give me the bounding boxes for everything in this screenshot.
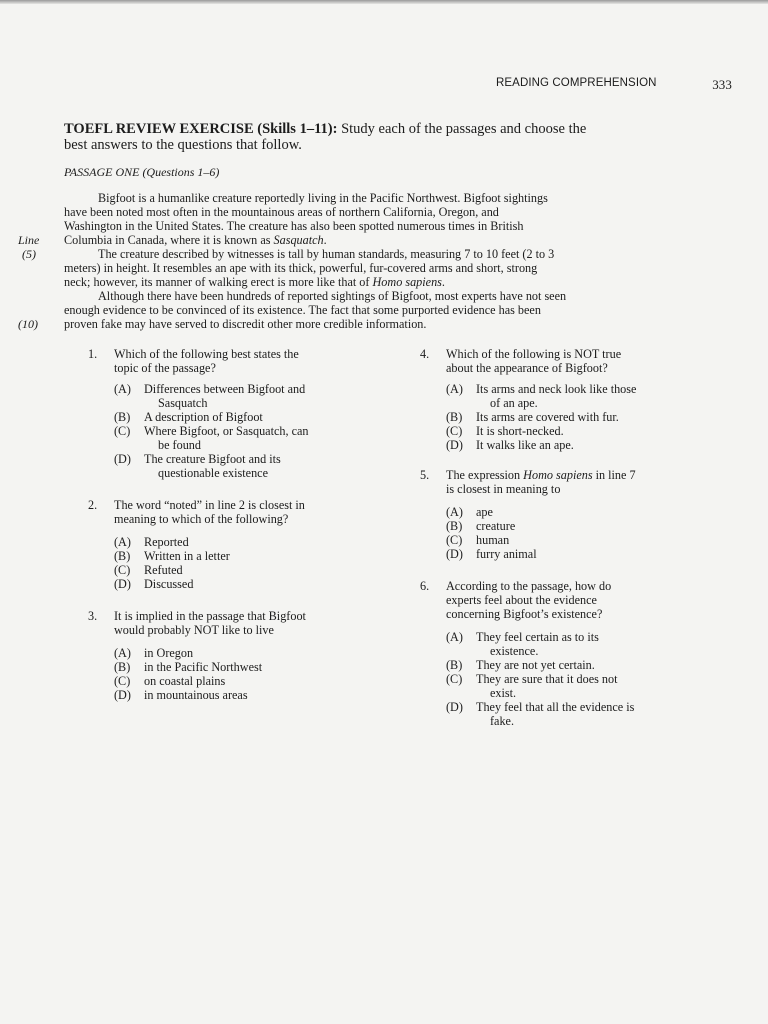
option-letter: (C) (114, 563, 131, 577)
option-letter: (D) (446, 547, 463, 561)
passage-paragraph-2 (64, 247, 700, 261)
option-letter: (A) (114, 535, 131, 549)
answer-options (114, 535, 378, 591)
option-text: They feel certain as to its (476, 630, 599, 644)
option-letter: (A) (446, 630, 463, 644)
option-letter: (D) (114, 577, 131, 591)
stem-line: According to the passage, how do (446, 579, 612, 593)
option-text: It walks like an ape. (476, 438, 574, 452)
passage-line: proven fake may have served to discredit other more credible information. (64, 317, 427, 331)
stem-italic: Homo sapiens (523, 468, 593, 482)
option-text: Refuted (144, 563, 183, 577)
page-number: 333 (712, 77, 732, 92)
exercise-instruction-1: Study each of the passages and choose the (341, 121, 587, 137)
option-letter: (B) (446, 410, 463, 424)
option-letter: (A) (446, 505, 463, 519)
answer-option[interactable] (446, 658, 710, 672)
passage-line: The creature described by witnesses is tall by human standards, measuring 7 to 10 feet (2 to 3 (98, 247, 555, 261)
line-marker-5: (5) (22, 247, 36, 261)
passage-line (64, 275, 700, 289)
exercise-instruction-2: best answers to the questions that follow. (64, 137, 302, 153)
line-label: Line (18, 233, 40, 247)
option-text-continued: Sasquatch (158, 396, 208, 410)
option-letter: (C) (446, 672, 463, 686)
option-text: creature (476, 519, 516, 533)
option-letter: (B) (114, 549, 131, 563)
answer-option[interactable] (114, 646, 378, 660)
question-stem (114, 498, 378, 526)
question-number: 3. (88, 609, 98, 623)
stem-line: would probably NOT like to live (114, 623, 274, 637)
option-text: A description of Bigfoot (144, 410, 263, 424)
stem-line: concerning Bigfoot’s existence? (446, 607, 603, 621)
option-letter: (A) (446, 382, 463, 396)
option-text: It is short-necked. (476, 424, 564, 438)
stem-line: experts feel about the evidence (446, 593, 597, 607)
answer-option[interactable] (114, 563, 378, 577)
option-text: on coastal plains (144, 674, 226, 688)
passage-italic: Homo sapiens (372, 275, 442, 289)
option-text: They are not yet certain. (476, 658, 595, 672)
stem-line: about the appearance of Bigfoot? (446, 361, 608, 375)
question-stem (446, 579, 710, 621)
answer-options (446, 382, 710, 452)
option-letter: (D) (114, 688, 131, 702)
answer-option[interactable] (114, 549, 378, 563)
answer-options (114, 646, 378, 702)
passage-paragraph-3 (64, 289, 700, 303)
question-stem (114, 609, 378, 637)
question-3 (88, 609, 378, 702)
option-text-continued: fake. (490, 714, 515, 728)
option-text: human (476, 533, 510, 547)
stem-line: Which of the following best states the (114, 347, 299, 361)
answer-option[interactable] (446, 382, 710, 410)
stem-text: The expression (446, 468, 524, 482)
question-1 (88, 347, 378, 480)
answer-option[interactable] (446, 519, 710, 533)
passage-italic: Sasquatch (273, 233, 324, 247)
answer-option[interactable] (446, 533, 710, 547)
option-text: They feel that all the evidence is (476, 700, 635, 714)
answer-option[interactable] (446, 410, 710, 424)
option-text-continued: be found (158, 438, 201, 452)
question-number: 5. (420, 468, 430, 482)
answer-option[interactable] (114, 424, 378, 452)
option-text: furry animal (476, 547, 537, 561)
option-letter: (A) (114, 382, 131, 396)
answer-option[interactable] (446, 630, 710, 658)
question-6 (420, 579, 710, 728)
running-header (496, 77, 732, 93)
stem-line: It is implied in the passage that Bigfoot (114, 609, 306, 623)
answer-option[interactable] (446, 547, 710, 561)
passage-line: Washington in the United States. The creature has also been spotted numerous times in British (64, 219, 524, 233)
option-text: in Oregon (144, 646, 194, 660)
answer-options (114, 382, 378, 480)
passage-paragraph-1 (64, 191, 700, 205)
question-stem (446, 468, 710, 496)
passage-text: Columbia in Canada, where it is known as (64, 233, 274, 247)
option-text: Differences between Bigfoot and (144, 382, 306, 396)
option-letter: (C) (446, 533, 463, 547)
passage-body (64, 191, 700, 331)
questions-right-column (420, 347, 710, 740)
option-letter: (B) (446, 519, 463, 533)
option-text: in mountainous areas (144, 688, 248, 702)
option-text: They are sure that it does not (476, 672, 618, 686)
option-letter: (C) (114, 674, 131, 688)
option-letter: (A) (114, 646, 131, 660)
exercise-title-bold: TOEFL REVIEW EXERCISE (Skills 1–11): (64, 121, 338, 137)
stem-line: topic of the passage? (114, 361, 216, 375)
answer-options (446, 505, 710, 561)
question-2 (88, 498, 378, 591)
option-text: Written in a letter (144, 549, 230, 563)
line-marker-10: (10) (18, 317, 38, 331)
stem-line: is closest in meaning to (446, 482, 561, 496)
passage-text: . (323, 233, 327, 247)
option-text: Its arms are covered with fur. (476, 410, 619, 424)
answer-option[interactable] (114, 660, 378, 674)
answer-option[interactable] (114, 452, 378, 480)
question-number: 4. (420, 347, 430, 361)
passage-line (64, 233, 700, 247)
passage-text: neck; however, its manner of walking erect is more like that of (64, 275, 373, 289)
stem-text: in line 7 (592, 468, 636, 482)
option-text-continued: questionable existence (158, 466, 268, 480)
answer-options (446, 630, 710, 728)
option-text: ape (476, 505, 493, 519)
stem-line: Which of the following is NOT true (446, 347, 622, 361)
section-title: READING COMPREHENSION (496, 77, 657, 89)
option-text-continued: exist. (490, 686, 517, 700)
option-letter: (D) (446, 438, 463, 452)
option-text-continued: of an ape. (490, 396, 538, 410)
question-4 (420, 347, 710, 452)
stem-line: meaning to which of the following? (114, 512, 289, 526)
option-letter: (C) (446, 424, 463, 438)
question-5 (420, 468, 710, 561)
passage-line: meters) in height. It resembles an ape with its thick, powerful, fur-covered arms and short, strong (64, 261, 538, 275)
answer-option[interactable] (114, 382, 378, 410)
option-letter: (B) (114, 660, 131, 674)
option-letter: (B) (114, 410, 131, 424)
answer-option[interactable] (446, 505, 710, 519)
answer-option[interactable] (114, 410, 378, 424)
question-stem (114, 347, 378, 375)
answer-option[interactable] (114, 688, 378, 702)
answer-option[interactable] (446, 438, 710, 452)
question-number: 6. (420, 579, 430, 593)
option-text: Reported (144, 535, 189, 549)
stem-line: The word “noted” in line 2 is closest in (114, 498, 305, 512)
option-letter: (D) (446, 700, 463, 714)
passage-line: Bigfoot is a humanlike creature reportedly living in the Pacific Northwest. Bigfoot sightings (98, 191, 548, 205)
question-number: 2. (88, 498, 98, 512)
passage-line: Although there have been hundreds of reported sightings of Bigfoot, most experts have not seen (98, 289, 567, 303)
option-text-continued: existence. (490, 644, 539, 658)
questions-left-column (88, 347, 378, 714)
passage-line: have been noted most often in the mountainous areas of northern California, Oregon, and (64, 205, 499, 219)
passage-heading: PASSAGE ONE (Questions 1–6) (64, 165, 220, 179)
passage-line: enough evidence to be convinced of its existence. The fact that some purported evidence has been (64, 303, 541, 317)
option-text: Its arms and neck look like those (476, 382, 637, 396)
option-text: Where Bigfoot, or Sasquatch, can (144, 424, 309, 438)
scan-edge (0, 0, 768, 4)
answer-option[interactable] (114, 577, 378, 591)
option-text: in the Pacific Northwest (144, 660, 263, 674)
answer-option[interactable] (114, 535, 378, 549)
option-letter: (C) (114, 424, 131, 438)
answer-option[interactable] (114, 674, 378, 688)
question-stem (446, 347, 710, 375)
option-letter: (B) (446, 658, 463, 672)
option-letter: (D) (114, 452, 131, 466)
question-number: 1. (88, 347, 98, 361)
answer-option[interactable] (446, 424, 710, 438)
answer-option[interactable] (446, 672, 710, 700)
passage-text: . (441, 275, 445, 289)
option-text: The creature Bigfoot and its (144, 452, 281, 466)
option-text: Discussed (144, 577, 194, 591)
exercise-title (64, 121, 704, 153)
answer-option[interactable] (446, 700, 710, 728)
